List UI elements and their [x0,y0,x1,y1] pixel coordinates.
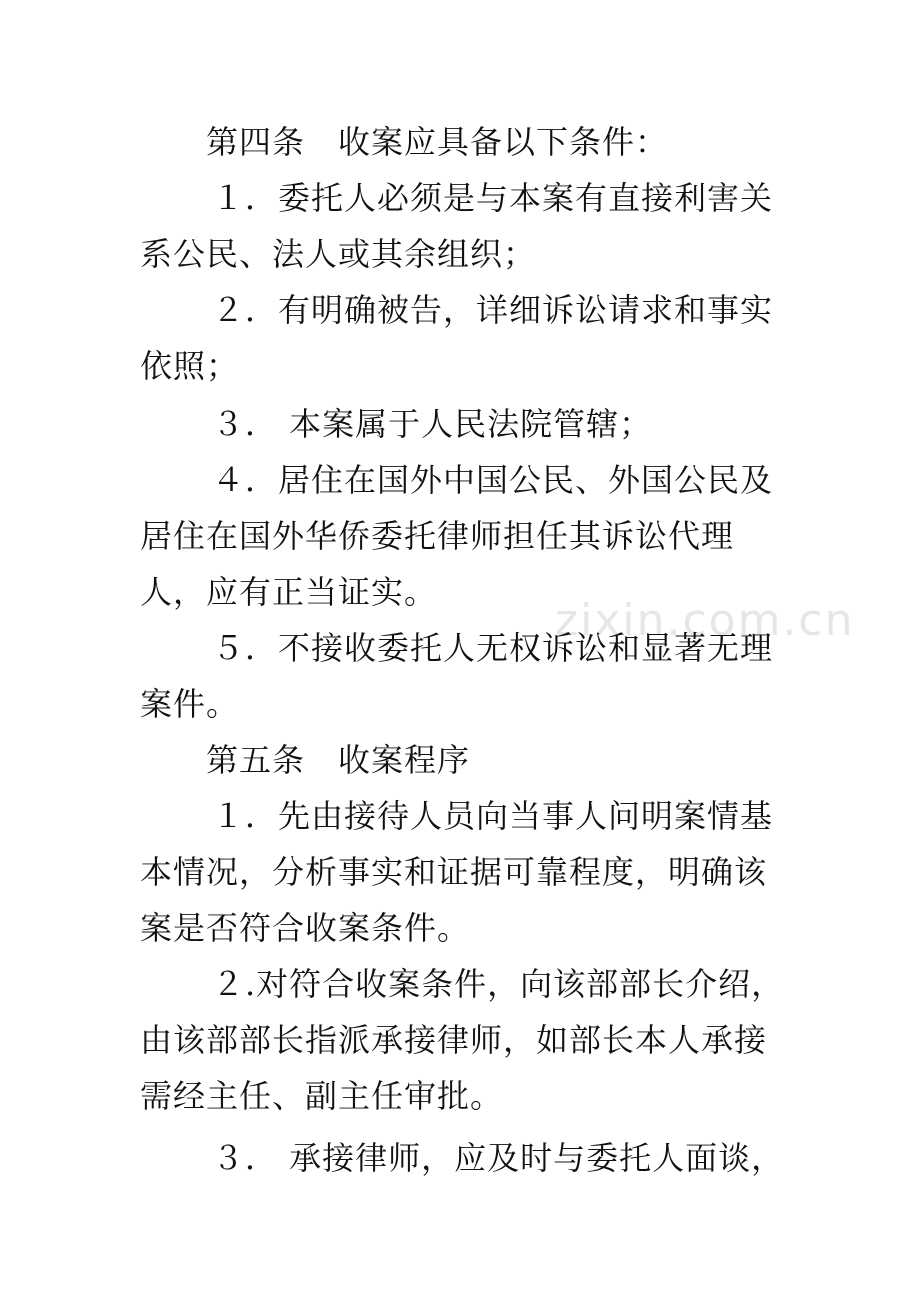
paragraph-line: 需经主任、副主任审批。 [140,1077,504,1115]
paragraph-line: 本情况，分析事实和证据可靠程度，明确该 [140,853,768,891]
paragraph-line: 人，应有正当证实。 [140,573,438,611]
paragraph-line: 案是否符合收案条件。 [140,909,471,947]
paragraph-line: ４．居住在国外中国公民、外国公民及 [212,461,774,499]
article-4-heading: 第四条 收案应具备以下条件： [206,123,669,161]
article-5-heading: 第五条 收案程序 [206,741,471,779]
paragraph-line: １．委托人必须是与本案有直接利害关 [212,179,774,217]
paragraph-line: ３． 承接律师，应及时与委托人面谈， [212,1139,785,1177]
paragraph-line: 依照； [140,347,240,385]
paragraph-line: ２．有明确被告，详细诉讼请求和事实 [212,291,774,329]
paragraph-line: １．先由接待人员向当事人问明案情基 [212,797,774,835]
watermark: zixin.com.cn [555,595,855,646]
paragraph-line: 居住在国外华侨委托律师担任其诉讼代理 [140,517,735,555]
paragraph-line: 系公民、法人或其余组织； [140,235,537,273]
paragraph-line: 案件。 [140,685,240,723]
paragraph-line: 由该部部长指派承接律师，如部长本人承接 [140,1021,768,1059]
paragraph-line: ２.对符合收案条件，向该部部长介绍， [212,965,785,1003]
paragraph-line: ５．不接收委托人无权诉讼和显著无理 [212,629,774,667]
paragraph-line: ３． 本案属于人民法院管辖； [212,405,653,443]
